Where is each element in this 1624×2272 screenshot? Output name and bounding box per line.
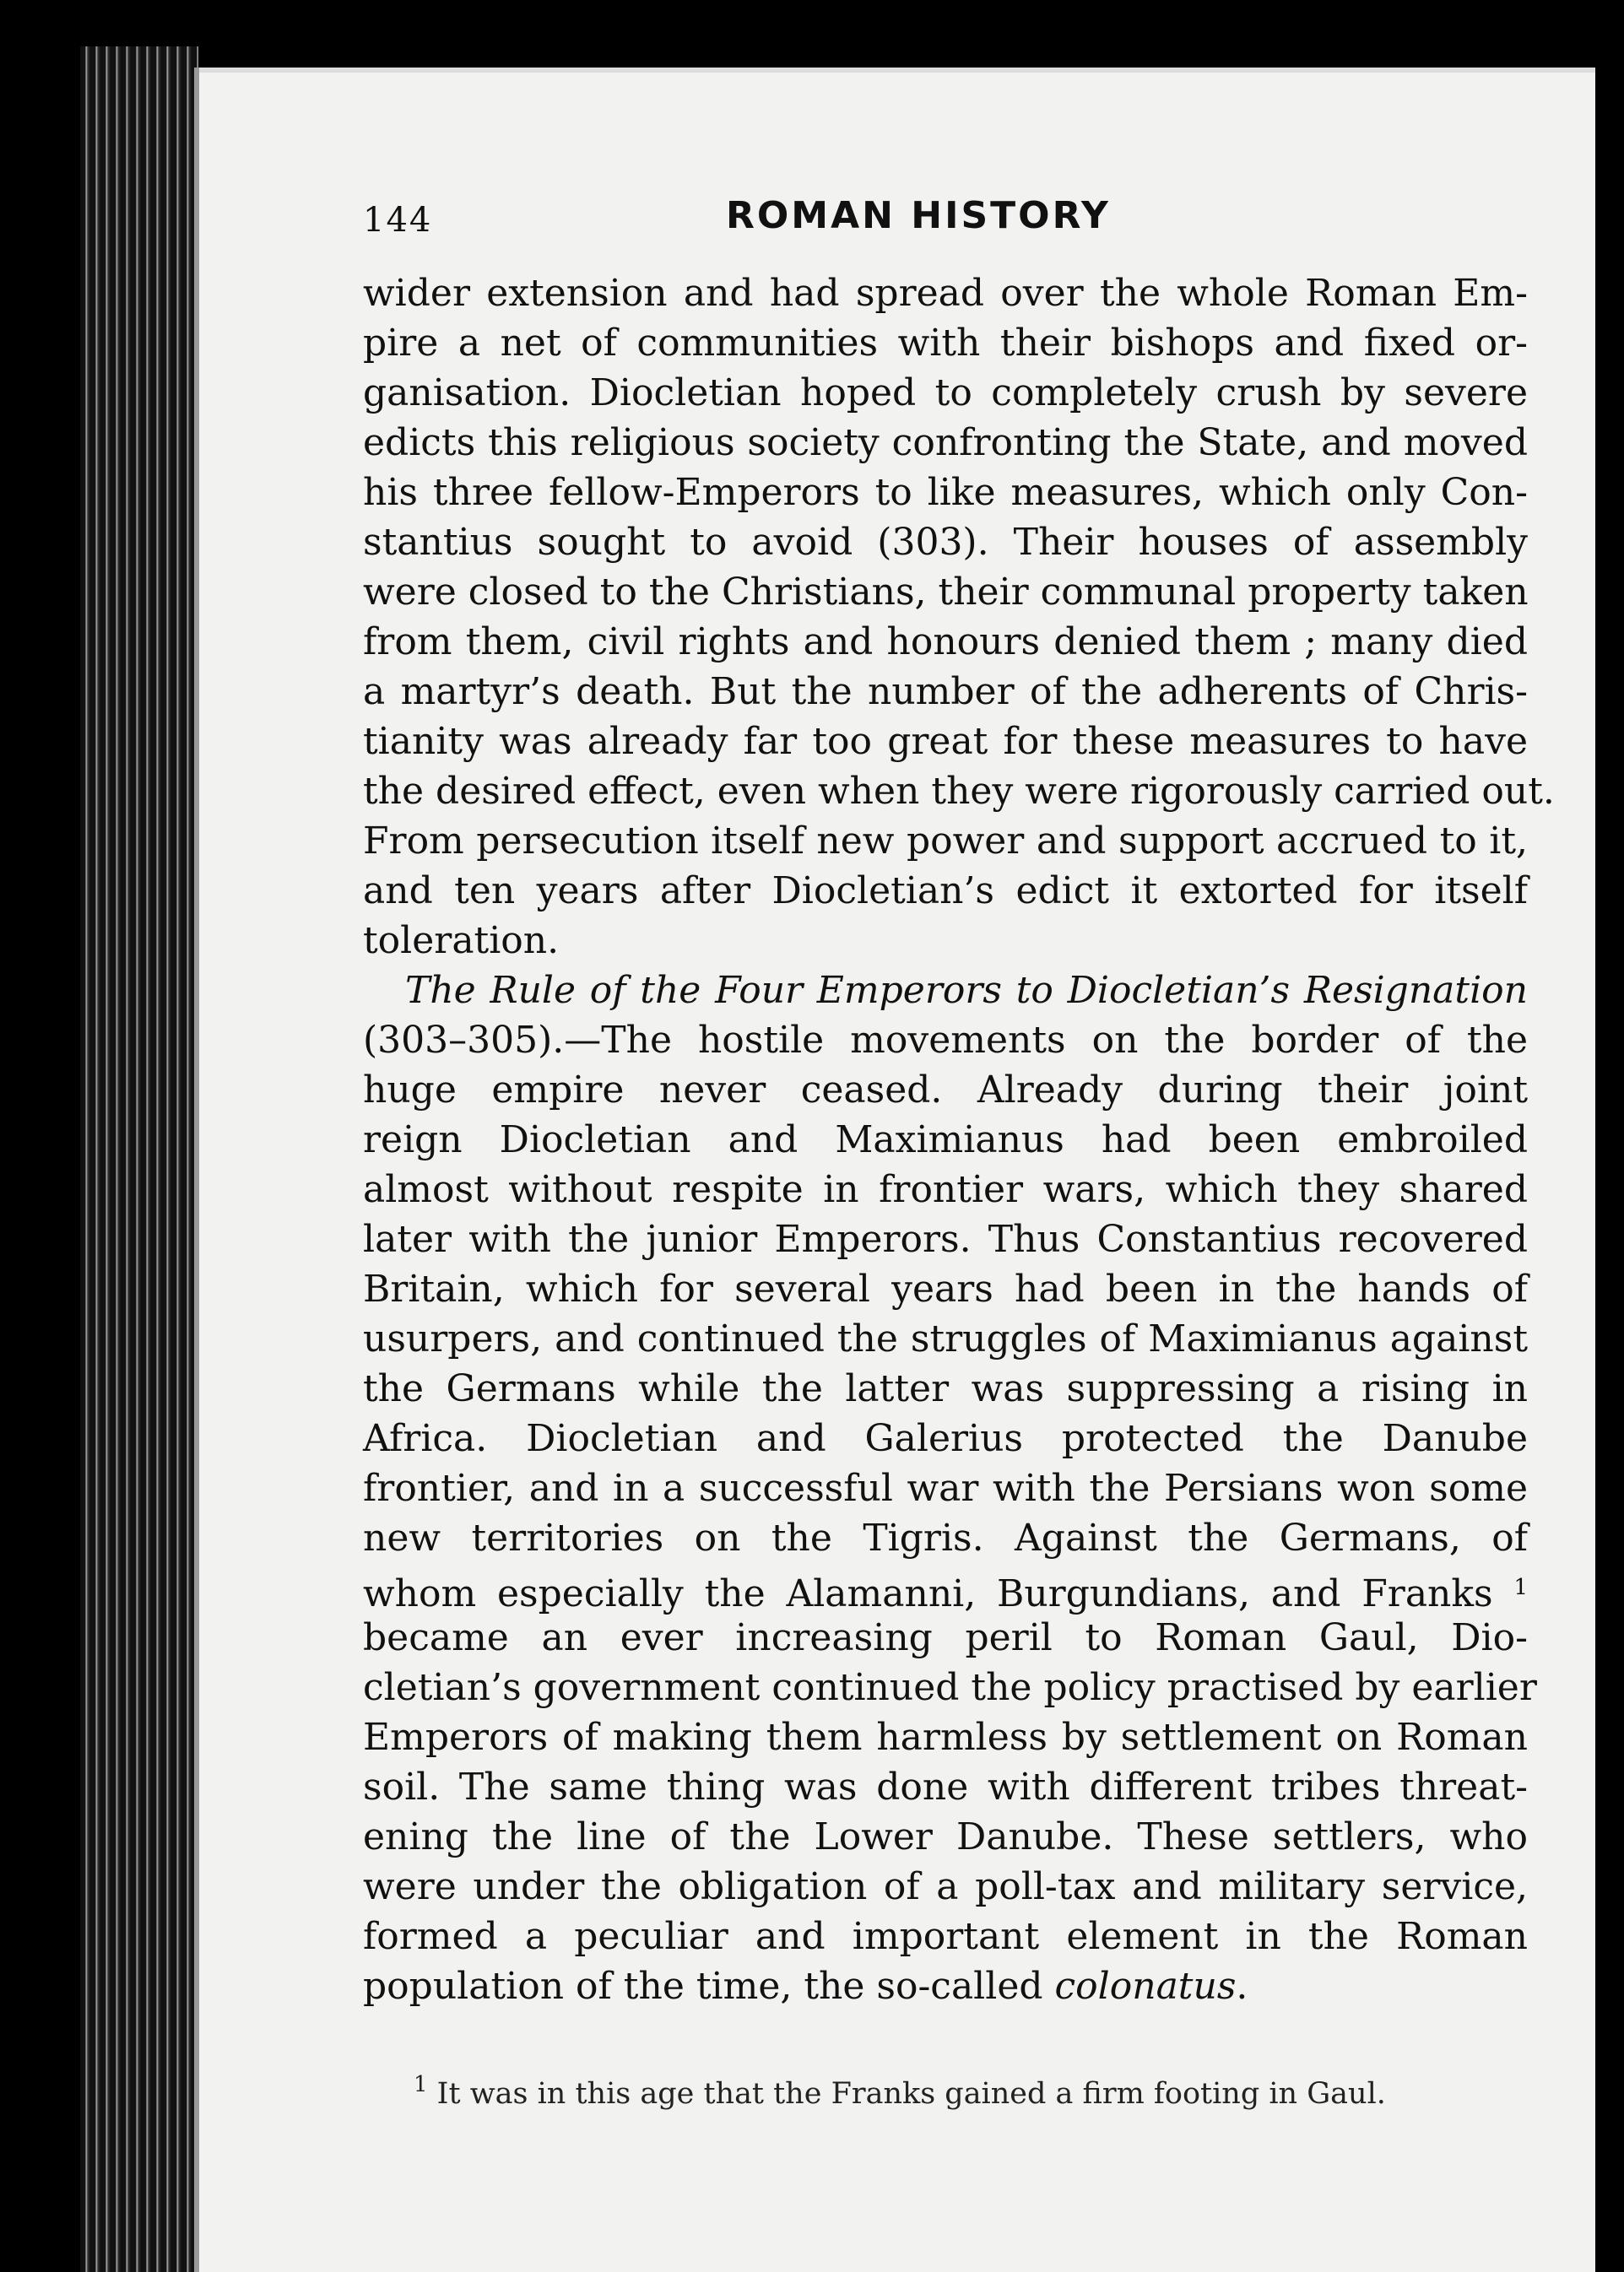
- text-line: Africa. Diocletian and Galerius protected the Danube: [363, 1417, 1528, 1460]
- italic-term: colonatus: [1054, 1965, 1237, 2008]
- text-line: his three fellow-Emperors to like measures, which only Con-: [363, 471, 1528, 514]
- text-line: pire a net of communities with their bishops and fixed or-: [363, 322, 1528, 365]
- text-line: usurpers, and continued the struggles of Maximianus against: [363, 1317, 1528, 1360]
- text-line: edicts this religious society confronting the State, and moved: [363, 421, 1528, 464]
- text-line: a martyr’s death. But the number of the adherents of Chris-: [363, 670, 1528, 713]
- body-text: [363, 268, 1555, 2011]
- text-line: and ten years after Diocletian’s edict it extorted for itself: [363, 869, 1528, 912]
- text-line: toleration.: [363, 919, 560, 962]
- last-line-text: population of the time, the so-called: [363, 1965, 1055, 2008]
- text-line: cletian’s government continued the policy practised by earlier: [363, 1666, 1537, 1709]
- text-line: Britain, which for several years had been in the hands of: [363, 1268, 1528, 1311]
- text-line: stantius sought to avoid (303). Their houses of assembly: [363, 521, 1528, 564]
- footnote: [414, 2072, 1528, 2111]
- text-line: (303–305).—The hostile movements on the border of the: [363, 1019, 1528, 1062]
- text-line: [363, 1961, 1528, 2011]
- page-number: 144: [363, 201, 433, 240]
- text-line: reign Diocletian and Maximianus had been embroiled: [363, 1118, 1528, 1161]
- last-line-period: .: [1236, 1965, 1248, 2008]
- running-title: ROMAN HISTORY: [726, 194, 1111, 237]
- footnote-reference: 1: [1513, 1575, 1528, 1600]
- scan-right-border: [1609, 0, 1624, 2272]
- text-line: [363, 1563, 1528, 1613]
- text-line: the Germans while the latter was suppressing a rising in: [363, 1367, 1528, 1410]
- text-line: were under the obligation of a poll-tax and military service,: [363, 1865, 1528, 1908]
- text-line: new territories on the Tigris. Against the Germans, of: [363, 1517, 1528, 1560]
- text-line: formed a peculiar and important element in the Roman: [363, 1915, 1528, 1958]
- text-line: ganisation. Diocletian hoped to completely crush by severe: [363, 371, 1528, 414]
- text-line-franks: whom especially the Alamanni, Burgundians, and Franks: [363, 1572, 1493, 1615]
- section-heading: The Rule of the Four Emperors to Diocletian’s Resignation: [405, 969, 1528, 1012]
- book-page-edges: [80, 46, 198, 2272]
- text-line: from them, civil rights and honours denied them ; many died: [363, 620, 1528, 663]
- text-line: frontier, and in a successful war with the Persians won some: [363, 1467, 1528, 1510]
- text-line: huge empire never ceased. Already during their joint: [363, 1068, 1528, 1112]
- text-line: tianity was already far too great for these measures to have: [363, 720, 1528, 763]
- text-line: From persecution itself new power and support accrued to it,: [363, 820, 1528, 863]
- text-line: wider extension and had spread over the whole Roman Em-: [363, 272, 1528, 315]
- footnote-text: It was in this age that the Franks gained a firm footing in Gaul.: [427, 2077, 1386, 2111]
- footnote-marker: 1: [414, 2072, 428, 2097]
- text-line: later with the junior Emperors. Thus Constantius recovered: [363, 1218, 1528, 1261]
- text-line: soil. The same thing was done with different tribes threat-: [363, 1766, 1528, 1809]
- text-line: ening the line of the Lower Danube. These settlers, who: [363, 1815, 1528, 1858]
- text-line: became an ever increasing peril to Roman Gaul, Dio-: [363, 1616, 1528, 1659]
- text-line: Emperors of making them harmless by settlement on Roman: [363, 1716, 1528, 1759]
- text-line: almost without respite in frontier wars, which they shared: [363, 1168, 1528, 1211]
- text-line: were closed to the Christians, their communal property taken: [363, 571, 1529, 614]
- page-header: [363, 194, 1528, 253]
- text-line: the desired effect, even when they were rigorously carried out.: [363, 770, 1555, 813]
